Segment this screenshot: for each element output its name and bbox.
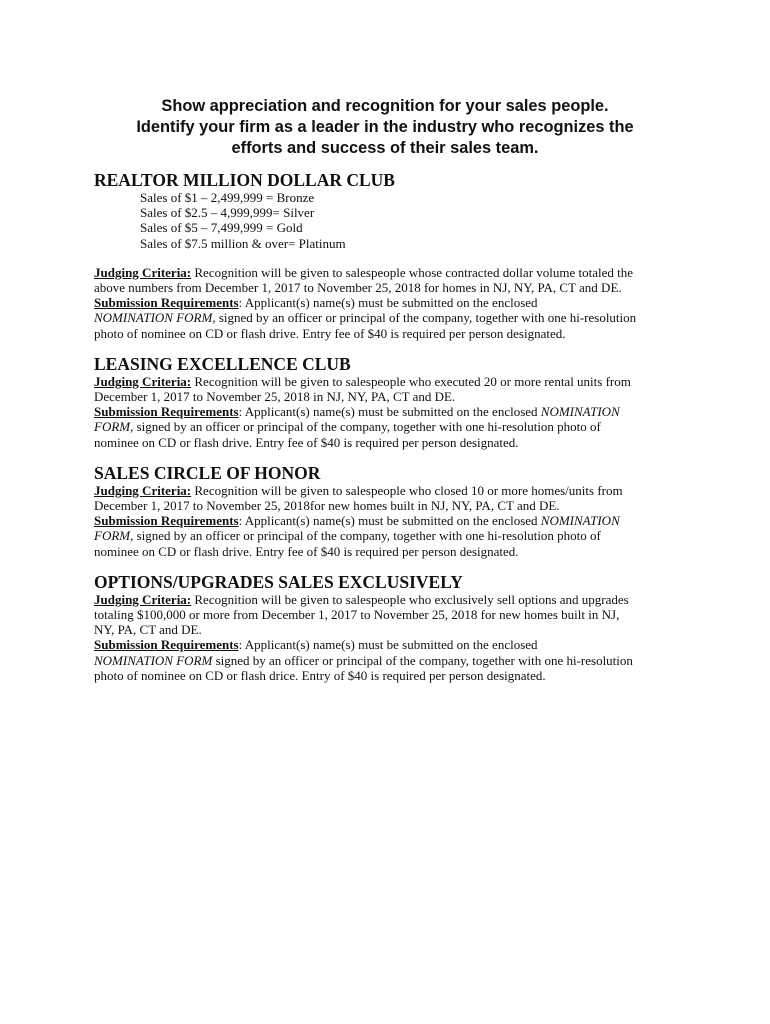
submission-requirements-text: photo of nominee on CD or flash drive. Entry fee of $40 is required per person designated. — [94, 325, 566, 341]
submission-requirements-label: Submission Requirements — [94, 404, 239, 420]
intro-line: efforts and success of their sales team. — [231, 139, 539, 157]
intro-line: Identify your firm as a leader in the industry who recognizes the — [136, 118, 634, 136]
section-sales-circle-of-honor — [94, 463, 694, 559]
submission-requirements — [94, 295, 694, 341]
submission-requirements-text: : Applicant(s) name(s) must be submitted on the enclosed — [238, 513, 541, 529]
submission-requirements-label: Submission Requirements — [94, 637, 239, 653]
judging-criteria-label: Judging Criteria: — [94, 373, 192, 389]
judging-criteria-text: totaling $100,000 or more from December 1, 2017 to November 25, 2018 for new homes built in NJ, — [94, 607, 620, 623]
nomination-form-name: NOMINATION FORM — [94, 310, 213, 326]
judging-criteria — [94, 265, 694, 295]
nomination-form-name: FORM — [94, 419, 131, 435]
submission-requirements-text: : Applicant(s) name(s) must be submitted on the enclosed — [238, 295, 538, 311]
judging-criteria-label: Judging Criteria: — [94, 482, 192, 498]
section-title: REALTOR MILLION DOLLAR CLUB — [94, 170, 395, 190]
submission-requirements-text: nominee on CD or flash drive. Entry fee of $40 is required per person designated. — [94, 543, 519, 559]
document-body — [94, 170, 694, 683]
submission-requirements — [94, 404, 694, 450]
submission-requirements-text: : Applicant(s) name(s) must be submitted on the enclosed — [238, 404, 541, 420]
section-title: LEASING EXCELLENCE CLUB — [94, 353, 351, 374]
nomination-form-name: FORM — [94, 528, 131, 544]
submission-requirements-text: , signed by an officer or principal of the company, together with one hi-resolution photo of — [130, 528, 601, 544]
judging-criteria-label: Judging Criteria: — [94, 591, 192, 607]
section-options-upgrades-sales — [94, 572, 694, 683]
submission-requirements-text: , signed by an officer or principal of the company, together with one hi-resolution photo of — [130, 419, 601, 435]
section-title: SALES CIRCLE OF HONOR — [94, 462, 321, 483]
submission-requirements — [94, 513, 694, 559]
award-level-item: Sales of $7.5 million & over= Platinum — [140, 235, 346, 251]
judging-criteria — [94, 374, 694, 404]
submission-requirements-text: : Applicant(s) name(s) must be submitted on the enclosed — [238, 637, 538, 653]
judging-criteria-text: NY, PA, CT and DE. — [94, 622, 202, 638]
submission-requirements — [94, 637, 694, 683]
judging-criteria-text: Recognition will be given to salespeople who exclusively sell options and upgrades — [191, 591, 629, 607]
nomination-form-name: NOMINATION FORM — [94, 652, 213, 668]
submission-requirements-label: Submission Requirements — [94, 513, 239, 529]
submission-requirements-text: nominee on CD or flash drive. Entry fee of $40 is required per person designated. — [94, 434, 519, 450]
award-level-item: Sales of $2.5 – 4,999,999= Silver — [140, 205, 315, 221]
judging-criteria-text: Recognition will be given to salespeople who closed 10 or more homes/units from — [191, 482, 623, 498]
section-title: OPTIONS/UPGRADES SALES EXCLUSIVELY — [94, 571, 463, 592]
award-level-item: Sales of $1 – 2,499,999 = Bronze — [140, 190, 315, 205]
judging-criteria-text: December 1, 2017 to November 25, 2018 in NJ, NY, PA, CT and DE. — [94, 389, 456, 405]
nomination-form-name: NOMINATION — [540, 513, 620, 529]
judging-criteria-text: December 1, 2017 to November 25, 2018for new homes built in NJ, NY, PA, CT and DE. — [94, 498, 560, 514]
section-million-dollar-club — [94, 170, 694, 341]
intro-line: Show appreciation and recognition for your sales people. — [161, 97, 609, 115]
submission-requirements-text: signed by an officer or principal of the company, together with one hi-resolution — [212, 652, 633, 668]
judging-criteria — [94, 483, 694, 513]
judging-criteria-text: Recognition will be given to salespeople whose contracted dollar volume totaled the — [191, 264, 634, 280]
judging-criteria-text: Recognition will be given to salespeople who executed 20 or more rental units from — [191, 373, 631, 389]
submission-requirements-label: Submission Requirements — [94, 295, 239, 311]
section-leasing-excellence-club — [94, 354, 694, 450]
judging-criteria-text: above numbers from December 1, 2017 to November 25, 2018 for homes in NJ, NY, PA, CT and DE. — [94, 280, 622, 296]
award-levels-list — [140, 190, 694, 251]
submission-requirements-text: photo of nominee on CD or flash drice. Entry of $40 is required per person designated. — [94, 667, 546, 683]
award-level-item: Sales of $5 – 7,499,999 = Gold — [140, 220, 303, 236]
judging-criteria — [94, 592, 694, 638]
nomination-form-name: NOMINATION — [540, 404, 620, 420]
intro-heading — [95, 96, 675, 159]
judging-criteria-label: Judging Criteria: — [94, 264, 192, 280]
submission-requirements-text: , signed by an officer or principal of the company, together with one hi-resolution — [212, 310, 637, 326]
